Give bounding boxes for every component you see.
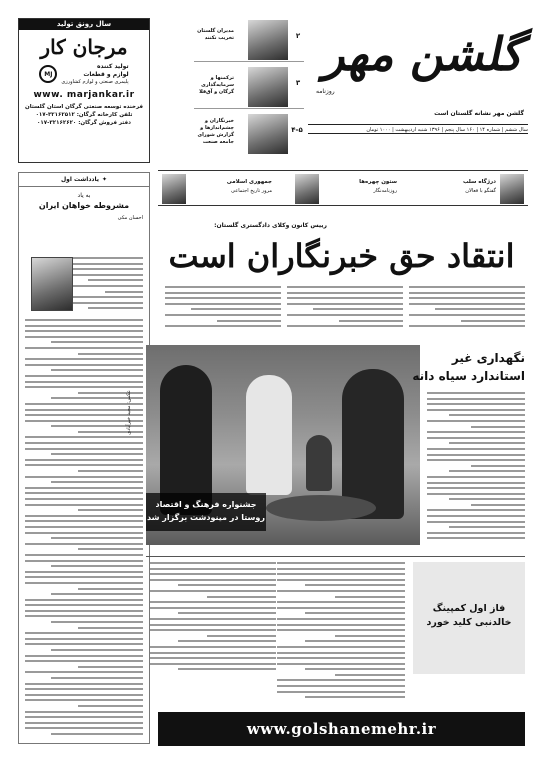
- photo-caption-box: [146, 493, 266, 531]
- author-portrait: [31, 257, 73, 311]
- masthead-logo: گلشن مهر: [319, 27, 532, 81]
- opinion-header: [19, 173, 149, 187]
- columnist-item[interactable]: [408, 173, 528, 205]
- main-photo[interactable]: [146, 345, 420, 545]
- masthead-issue-line: سال ششم ‌‌‌‌‌‌‌| شماره ۱۴ | ۱۶۰ سال پنجم | ۱۳۹۶ شنبه اردیبهشت | ۱۰۰۰ تومان: [308, 124, 528, 134]
- footer-url-bar[interactable]: [158, 712, 525, 746]
- lead-body-mid: [287, 286, 403, 330]
- ad-line3: پلیمری صنعتی و لوازم کشاورزی: [61, 79, 129, 85]
- teaser-portrait: [248, 20, 288, 60]
- columnist-name: ستون چهره‌ها: [359, 179, 397, 185]
- teaser-text: ترکمنها و سرمایه‌گذاری گرگان و آق‌قلا: [199, 75, 234, 95]
- masthead-tagline: گلشن مهر نشانه گلستان است: [434, 110, 524, 117]
- columnist-sub: گفتگو با فعالان: [465, 188, 496, 194]
- opinion-text-body: [25, 319, 143, 737]
- teaser-portrait: [248, 114, 288, 154]
- lead-body-right: [409, 286, 525, 330]
- footer-url: www.golshanemehr.ir: [246, 720, 437, 738]
- bottom-story-title-1: فاز اول کمپینگ: [432, 603, 506, 614]
- teaser-portrait: [248, 67, 288, 107]
- teaser-page-number: ۲: [295, 32, 301, 40]
- teaser-list: [194, 18, 304, 158]
- columnists-row: [158, 170, 528, 206]
- photo-caption-line2: روستا در مینودشت برگزار شد: [147, 513, 265, 522]
- teaser-text: مدیران گلستان تخریب نکنند: [197, 28, 234, 41]
- bottom-divider: [146, 556, 525, 557]
- lead-body-left: [165, 286, 281, 330]
- ad-line2: لوازم و قطعات: [83, 71, 129, 78]
- columnist-item[interactable]: [283, 173, 403, 205]
- teaser-item[interactable]: [194, 65, 304, 109]
- bottom-text-col-1: [277, 562, 405, 702]
- columnist-portrait: [295, 174, 319, 204]
- columnist-portrait: [500, 174, 524, 204]
- opinion-kicker: به یاد: [77, 192, 91, 199]
- masthead-rooznameh: روزنامه: [316, 88, 335, 95]
- ad-logo-icon: MJ: [39, 65, 57, 83]
- side-story-body: [427, 392, 525, 542]
- column-header-label: یادداشت اول: [60, 176, 100, 183]
- bottom-text-col-2: [150, 562, 276, 702]
- columnist-name: درژگاه سلب: [462, 179, 496, 185]
- photo-bread-tray: [266, 495, 376, 521]
- teaser-text: خبرنگاران و چشم‌اندازها و گزارش شورای جامعه صنعت: [197, 118, 234, 145]
- columnist-name: جمهوری اسلامی: [226, 179, 272, 185]
- opinion-author: احسان مکی: [117, 215, 143, 221]
- masthead: [308, 18, 532, 156]
- columnist-item[interactable]: [158, 173, 278, 205]
- teaser-page-number: ۴-۵: [291, 126, 303, 134]
- ad-box: [18, 18, 150, 163]
- photo-figure-man: [246, 375, 292, 495]
- columnist-sub: مرور تاریخ اجتماعی: [231, 188, 272, 194]
- ad-line1: تولید کننده: [96, 63, 129, 70]
- teaser-item[interactable]: [194, 112, 304, 156]
- ad-brand: مرجان کار: [40, 35, 128, 59]
- lead-kicker: رییس کانون وکلای دادگستری گلستان:: [214, 222, 327, 229]
- side-story-title-2[interactable]: استاندارد سیاه دانه: [412, 369, 525, 383]
- opinion-text-top: [73, 257, 143, 313]
- photo-figure-child: [306, 435, 332, 491]
- teaser-page-number: ۳: [295, 79, 301, 87]
- columnist-portrait: [162, 174, 186, 204]
- ad-phone-2: دفتر فروش گرگان: ۳۲۱۶۲۶۲۰-۰۱۷: [37, 120, 131, 126]
- opinion-title: مشروطه خواهان ایران: [38, 201, 130, 210]
- photo-credit: عکس: مجید خیرآبادی: [126, 390, 132, 435]
- ad-address: فرخنده توسعه صنعتی گرگان استان گلستان: [25, 104, 143, 110]
- bottom-story-box[interactable]: [413, 562, 525, 674]
- photo-caption-line1: جشنواره فرهنگ و اقتصاد: [155, 500, 257, 509]
- lead-headline[interactable]: انتقاد حق خبرنگاران است: [168, 237, 515, 275]
- column-star-icon: ✦: [102, 176, 108, 183]
- ad-top-banner: سال رونق تولید: [19, 19, 149, 30]
- columnist-sub: روزنامه‌نگار: [373, 188, 397, 194]
- bottom-story-title-2: خالدنبی کلید خورد: [426, 617, 512, 628]
- ad-url[interactable]: www. marjankar.ir: [33, 90, 135, 100]
- ad-phone-1: تلفن کارخانه گرگان: ۳۲۱۶۲۵۱۲-۰۱۷: [35, 112, 133, 118]
- side-story-title-1[interactable]: نگهداری غیر: [451, 351, 525, 365]
- teaser-item[interactable]: [194, 18, 304, 62]
